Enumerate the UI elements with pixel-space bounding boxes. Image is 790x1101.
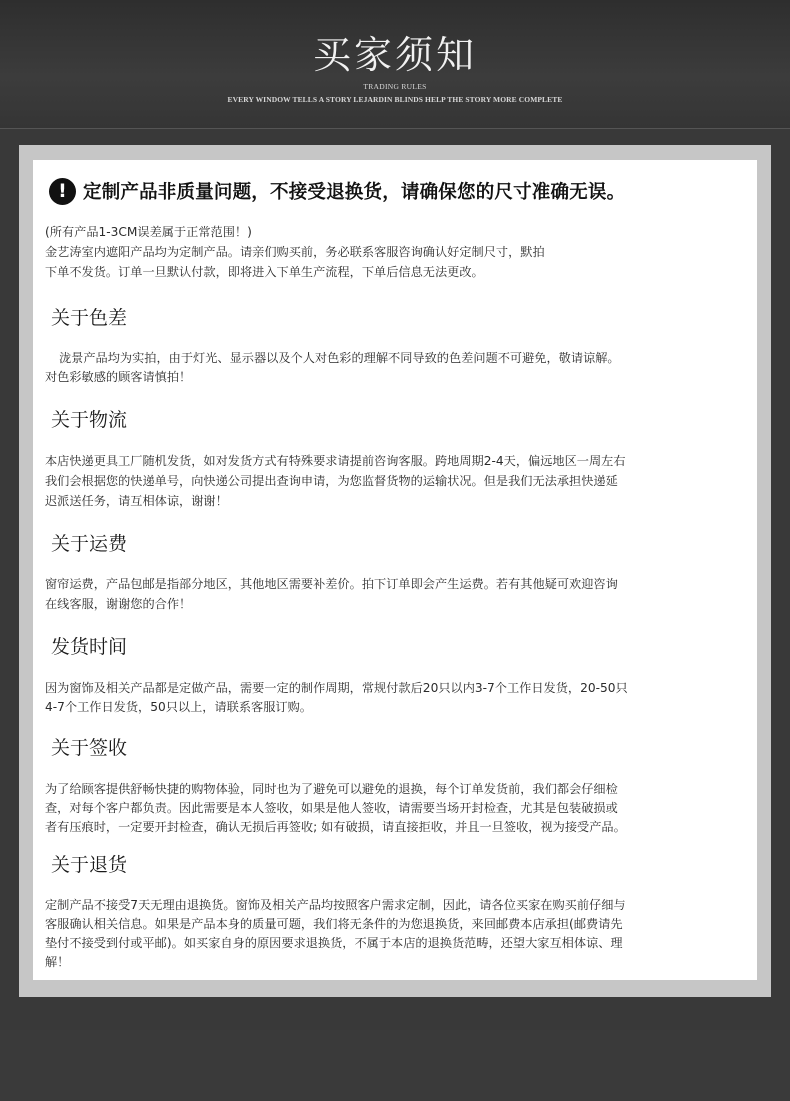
section-line: 对色彩敏感的顾客请慎拍！ bbox=[45, 370, 192, 384]
section-line: 本店快递更具工厂随机发货，如对发货方式有特殊要求请提前咨询客服。跨地周期2-4天，偏远地区一周左右 bbox=[45, 454, 626, 468]
notice-line: 金艺涛室内遮阳产品均为定制产品。请亲们购买前，务必联系客服咨询确认好定制尺寸，默拍 bbox=[45, 245, 545, 259]
rules-card bbox=[33, 160, 757, 980]
notice-text: 定制产品非质量问题，不接受退换货，请确保您的尺寸准确无误。 bbox=[83, 182, 626, 203]
section-line: 垫付不接受到付或平邮)。如买家自身的原因要求退换货，不属于本店的退换货范畴，还望大家互相体谅、理 bbox=[45, 936, 623, 950]
section-line: 者有压痕时，一定要开封检查，确认无损后再签收; 如有破损，请直接拒收，并且一旦签收，视为接受产品。 bbox=[45, 820, 626, 834]
section-line: 因为窗饰及相关产品都是定做产品，需要一定的制作周期，常规付款后20只以内3-7个工作日发货，20-50只 bbox=[45, 681, 628, 695]
notice-line: 下单不发货。订单一旦默认付款，即将进入下单生产流程，下单后信息无法更改。 bbox=[45, 265, 484, 279]
section-line: 定制产品不接受7天无理由退换货。窗饰及相关产品均按照客户需求定制，因此，请各位买家在购买前仔细与 bbox=[45, 898, 626, 912]
section-heading-delivery-time: 发货时间 bbox=[51, 636, 128, 658]
notice-line: (所有产品1-3CM误差属于正常范围！) bbox=[45, 225, 252, 239]
section-line: 迟派送任务，请互相体谅，谢谢！ bbox=[45, 494, 228, 508]
section-heading-logistics: 关于物流 bbox=[51, 409, 128, 431]
section-line: 泷景产品均为实拍，由于灯光、显示器以及个人对色彩的理解不同导致的色差问题不可避免，敬请谅解。 bbox=[59, 351, 620, 365]
section-heading-color-difference: 关于色差 bbox=[51, 307, 128, 329]
section-line: 为了给顾客提供舒畅快捷的购物体验，同时也为了避免可以避免的退换，每个订单发货前，我们都会仔细检 bbox=[45, 782, 618, 796]
page-title: 买家须知 bbox=[312, 33, 477, 77]
section-heading-sign-for: 关于签收 bbox=[51, 737, 128, 759]
notice-banner bbox=[49, 176, 625, 206]
section-line: 在线客服，谢谢您的合作！ bbox=[45, 597, 192, 611]
section-line: 解！ bbox=[45, 955, 70, 969]
section-line: 我们会根据您的快递单号，向快递公司提出查询申请，为您监督货物的运输状况。但是我们无法承担快递延 bbox=[45, 474, 618, 488]
exclamation-circle-icon: ! bbox=[49, 178, 76, 205]
section-line: 查，对每个客户都负责。因此需要是本人签收，如果是他人签收，请需要当场开封检查，尤其是包装破损或 bbox=[45, 801, 618, 815]
section-heading-shipping-fee: 关于运费 bbox=[51, 533, 128, 555]
page-subtitle-tagline: EVERY WINDOW TELLS A STORY LEJARDIN BLINDS HELP THE STORY MORE COMPLETE bbox=[227, 95, 563, 104]
page-footer-background bbox=[0, 1030, 790, 1101]
section-line: 客服确认相关信息。如果是产品本身的质量可题，我们将无条件的为您退换货，来回邮费本店承担(邮费请先 bbox=[45, 917, 623, 931]
section-line: 窗帘运费，产品包邮是指部分地区，其他地区需要补差价。拍下订单即会产生运费。若有其他疑可欢迎咨询 bbox=[45, 577, 618, 591]
page-subtitle-trading-rules: TRADING RULES bbox=[363, 82, 427, 91]
section-heading-returns: 关于退货 bbox=[51, 854, 128, 876]
page-header bbox=[0, 0, 790, 129]
section-line: 4-7个工作日发货，50只以上，请联系客服订购。 bbox=[45, 700, 312, 714]
